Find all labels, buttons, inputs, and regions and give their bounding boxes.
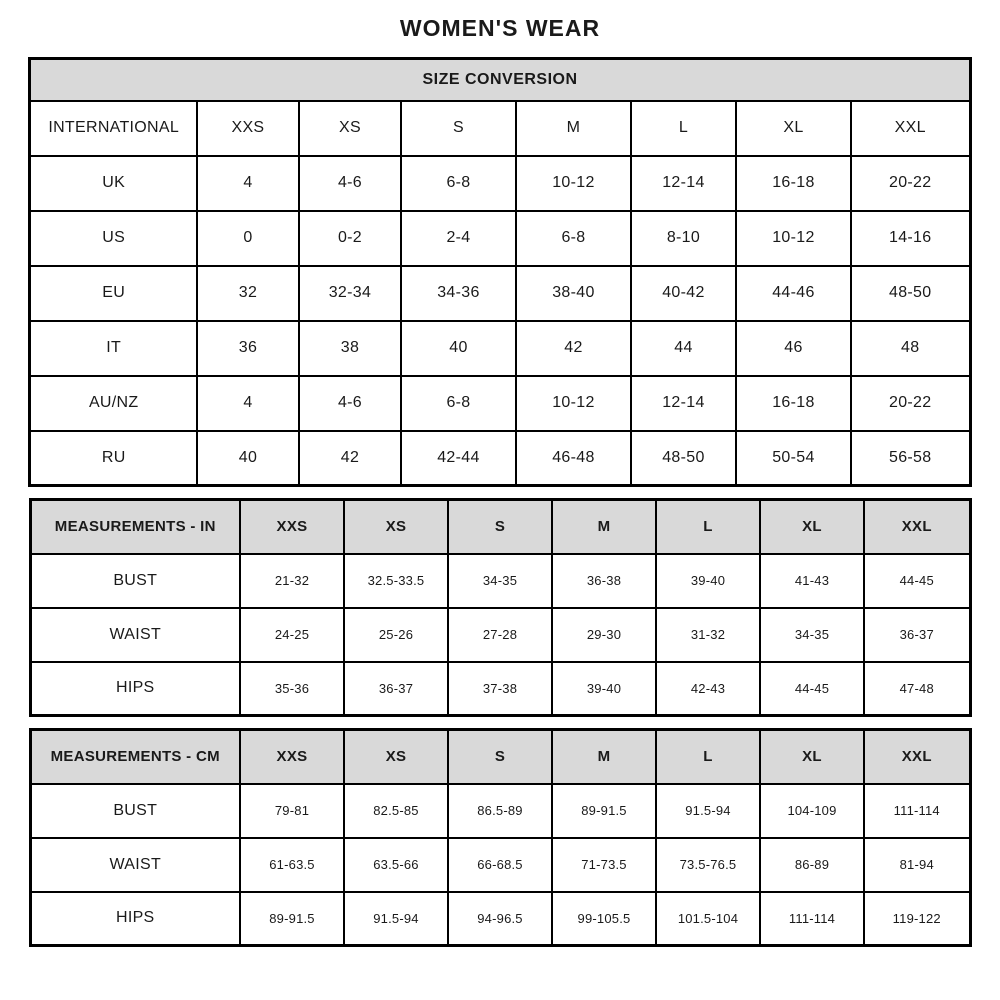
table-row-waist-cm: [30, 838, 970, 892]
row-label-uk: UK: [30, 156, 197, 211]
table-row-bust-cm: [30, 784, 970, 838]
size-value: 32-34: [299, 266, 401, 321]
measurement-value: 44-45: [760, 662, 864, 716]
measurements-in-table: [29, 498, 972, 717]
col-header-m: M: [552, 500, 656, 554]
size-value: 44-46: [736, 266, 851, 321]
size-value: 16-18: [736, 376, 851, 431]
row-label-aunz: AU/NZ: [30, 376, 197, 431]
col-header-xs: XS: [299, 101, 401, 156]
measurement-value: 27-28: [448, 608, 552, 662]
measurement-value: 86.5-89: [448, 784, 552, 838]
size-value: 16-18: [736, 156, 851, 211]
size-value: 38-40: [516, 266, 631, 321]
size-value: 4: [197, 376, 299, 431]
row-label-hips: HIPS: [30, 662, 240, 716]
measurement-value: 82.5-85: [344, 784, 448, 838]
table-header-row: [30, 101, 970, 156]
measurement-value: 61-63.5: [240, 838, 344, 892]
measurement-value: 39-40: [656, 554, 760, 608]
col-header-xl: XL: [760, 730, 864, 784]
col-header-m: M: [552, 730, 656, 784]
col-header-xxs: XXS: [240, 730, 344, 784]
measurement-value: 94-96.5: [448, 892, 552, 946]
size-value: 8-10: [631, 211, 736, 266]
size-value: 46: [736, 321, 851, 376]
measurement-value: 104-109: [760, 784, 864, 838]
table-row-hips-cm: [30, 892, 970, 946]
col-header-xxl: XXL: [851, 101, 970, 156]
size-value: 48-50: [631, 431, 736, 486]
size-value: 6-8: [516, 211, 631, 266]
col-header-measurements-in: MEASUREMENTS - IN: [30, 500, 240, 554]
measurement-value: 81-94: [864, 838, 970, 892]
row-label-it: IT: [30, 321, 197, 376]
size-conversion-banner: SIZE CONVERSION: [30, 59, 970, 101]
measurement-value: 91.5-94: [344, 892, 448, 946]
table-header-row: [30, 500, 970, 554]
measurement-value: 63.5-66: [344, 838, 448, 892]
col-header-l: L: [656, 500, 760, 554]
table-row-uk: [30, 156, 970, 211]
measurement-value: 21-32: [240, 554, 344, 608]
size-value: 20-22: [851, 156, 970, 211]
size-value: 46-48: [516, 431, 631, 486]
size-value: 50-54: [736, 431, 851, 486]
size-conversion-table: [28, 57, 971, 487]
row-label-hips: HIPS: [30, 892, 240, 946]
row-label-waist: WAIST: [30, 608, 240, 662]
measurement-value: 41-43: [760, 554, 864, 608]
measurement-value: 32.5-33.5: [344, 554, 448, 608]
size-value: 34-36: [401, 266, 516, 321]
measurement-value: 31-32: [656, 608, 760, 662]
table-row-aunz: [30, 376, 970, 431]
size-value: 42-44: [401, 431, 516, 486]
table-row-waist-in: [30, 608, 970, 662]
size-value: 56-58: [851, 431, 970, 486]
table-row-ru: [30, 431, 970, 486]
size-value: 6-8: [401, 156, 516, 211]
col-header-l: L: [656, 730, 760, 784]
measurement-value: 89-91.5: [552, 784, 656, 838]
col-header-xs: XS: [344, 500, 448, 554]
row-label-bust: BUST: [30, 554, 240, 608]
measurement-value: 42-43: [656, 662, 760, 716]
col-header-s: S: [448, 500, 552, 554]
size-value: 42: [516, 321, 631, 376]
size-value: 12-14: [631, 156, 736, 211]
measurement-value: 47-48: [864, 662, 970, 716]
measurement-value: 111-114: [864, 784, 970, 838]
col-header-s: S: [448, 730, 552, 784]
measurement-value: 89-91.5: [240, 892, 344, 946]
size-value: 20-22: [851, 376, 970, 431]
col-header-m: M: [516, 101, 631, 156]
measurements-cm-table: [29, 728, 972, 947]
size-value: 36: [197, 321, 299, 376]
measurement-value: 37-38: [448, 662, 552, 716]
size-value: 40: [401, 321, 516, 376]
col-header-measurements-cm: MEASUREMENTS - CM: [30, 730, 240, 784]
measurement-value: 66-68.5: [448, 838, 552, 892]
size-value: 44: [631, 321, 736, 376]
col-header-xl: XL: [736, 101, 851, 156]
size-value: 4-6: [299, 156, 401, 211]
measurement-value: 73.5-76.5: [656, 838, 760, 892]
measurement-value: 119-122: [864, 892, 970, 946]
size-value: 2-4: [401, 211, 516, 266]
table-row-bust-in: [30, 554, 970, 608]
page-title: WOMEN'S WEAR: [399, 15, 601, 41]
size-value: 10-12: [516, 156, 631, 211]
measurement-value: 111-114: [760, 892, 864, 946]
col-header-xxs: XXS: [197, 101, 299, 156]
size-value: 40: [197, 431, 299, 486]
measurement-value: 24-25: [240, 608, 344, 662]
size-value: 42: [299, 431, 401, 486]
measurement-value: 39-40: [552, 662, 656, 716]
size-value: 12-14: [631, 376, 736, 431]
table-row-us: [30, 211, 970, 266]
size-value: 0: [197, 211, 299, 266]
row-label-eu: EU: [30, 266, 197, 321]
size-value: 6-8: [401, 376, 516, 431]
measurement-value: 101.5-104: [656, 892, 760, 946]
measurement-value: 36-38: [552, 554, 656, 608]
measurement-value: 99-105.5: [552, 892, 656, 946]
table-row-hips-in: [30, 662, 970, 716]
table-row-eu: [30, 266, 970, 321]
col-header-xs: XS: [344, 730, 448, 784]
size-value: 4: [197, 156, 299, 211]
col-header-l: L: [631, 101, 736, 156]
size-value: 38: [299, 321, 401, 376]
size-value: 4-6: [299, 376, 401, 431]
size-value: 10-12: [736, 211, 851, 266]
col-header-xl: XL: [760, 500, 864, 554]
table-row-it: [30, 321, 970, 376]
size-value: 40-42: [631, 266, 736, 321]
col-header-s: S: [401, 101, 516, 156]
size-value: 32: [197, 266, 299, 321]
size-value: 14-16: [851, 211, 970, 266]
measurement-value: 36-37: [344, 662, 448, 716]
measurement-value: 35-36: [240, 662, 344, 716]
col-header-xxl: XXL: [864, 500, 970, 554]
col-header-international: INTERNATIONAL: [30, 101, 197, 156]
row-label-us: US: [30, 211, 197, 266]
measurement-value: 44-45: [864, 554, 970, 608]
measurement-value: 34-35: [448, 554, 552, 608]
measurement-value: 36-37: [864, 608, 970, 662]
table-header-row: [30, 730, 970, 784]
size-value: 10-12: [516, 376, 631, 431]
size-value: 48-50: [851, 266, 970, 321]
table-banner-row: [30, 59, 970, 101]
row-label-bust: BUST: [30, 784, 240, 838]
col-header-xxl: XXL: [864, 730, 970, 784]
row-label-waist: WAIST: [30, 838, 240, 892]
measurement-value: 34-35: [760, 608, 864, 662]
col-header-xxs: XXS: [240, 500, 344, 554]
measurement-value: 29-30: [552, 608, 656, 662]
size-value: 0-2: [299, 211, 401, 266]
size-value: 48: [851, 321, 970, 376]
row-label-ru: RU: [30, 431, 197, 486]
measurement-value: 71-73.5: [552, 838, 656, 892]
measurement-value: 79-81: [240, 784, 344, 838]
measurement-value: 86-89: [760, 838, 864, 892]
measurement-value: 91.5-94: [656, 784, 760, 838]
measurement-value: 25-26: [344, 608, 448, 662]
